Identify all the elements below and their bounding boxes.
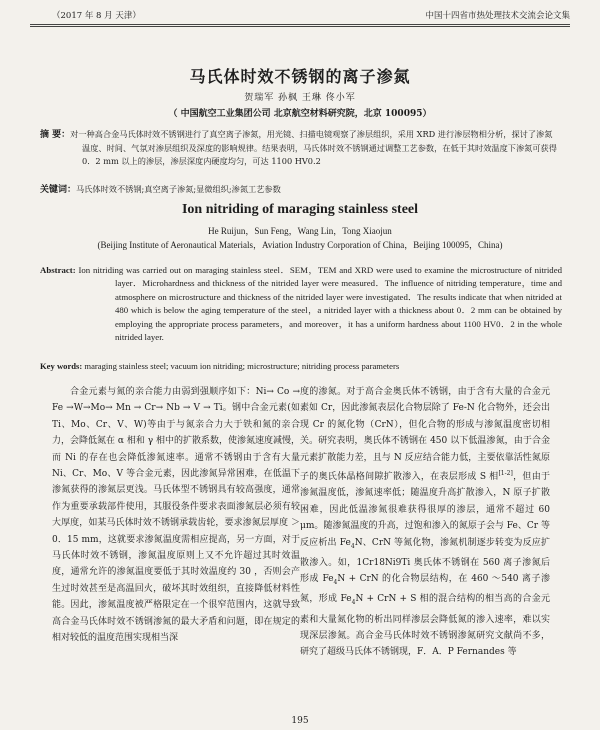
subscript: 4 <box>351 599 356 607</box>
body-column-right <box>300 384 550 661</box>
body-text: N + CrN + S 相的混合结构的相当高的合金元素和大量氮化物的析出同样渗层会降低氮的渗入速率，难以实现深层渗氮。高合金马氏体时效不锈钢渗氮研究文献尚不多，研究了超级马氏体不锈钢现，F．A．P Fernandes 等 <box>300 594 550 658</box>
keywords-zh-label: 关键词： <box>40 185 77 195</box>
subscript: 4 <box>333 579 338 587</box>
subscript: 4 <box>350 542 355 550</box>
abstract-zh <box>40 128 560 168</box>
body-text: N + CrN 的化合物层结构，在 460 ～540 离子渗氮，形成 Fe <box>300 574 550 605</box>
abstract-en-text: Ion nitriding was carried out on maraging stainless steel．SEM，TEM and XRD were used to examine the microstructure of nitrided layer．Microhardness and thickness of the nitrided layer were measured．The influence of nitriding temperature，time and atmosphere on microstructure and thickness of the nitrided layer were investigated．The results indicate that when nitrided at 480 which is below the aging temperature of the steel，a nitrided layer with a thickness about 0．2 mm can be obtained by employing the appropriate process parameters，and moreover，it has a uniform hardness about 1100 HV0．2 in the whole nitrided layer. <box>78 265 562 343</box>
body-paragraph <box>300 384 550 661</box>
running-header-left: （2017 年 8 月 天津） <box>52 11 141 21</box>
abstract-en <box>40 264 562 344</box>
citation: [1-2] <box>498 470 513 478</box>
header-rule-thin <box>30 26 570 27</box>
authors-zh: 贺瑞军 孙枫 王琳 佟小军 <box>244 93 356 103</box>
running-header-right: 中国十四省市热处理技术交流会论文集 <box>425 11 570 21</box>
keywords-en-text: maraging stainless steel; vacuum ion nitriding; microstructure; nitriding process parameters <box>84 361 400 371</box>
keywords-zh-text: 马氏体时效不锈钢;真空离子渗氮;显微组织;渗氮工艺参数 <box>76 184 281 194</box>
abstract-en-label: Abstract: <box>40 265 76 275</box>
body-paragraph: 合金元素与氮的亲合能力由弱到强顺序如下：Ni→ Co → Fe →W→Mo→ Mn → Cr→ Nb → V → Ti。钢中合金元素(如 Ti、Mo、Cr、V、W)等由于与氮亲合力大于铁和氮的亲合力，会降低氮在 α 相和 γ 相中的扩散系数，使渗氮速度减慢，而 Ni 的存在也会降低渗氮速率。通常不锈钢由于含有大量 Ni、Cr、Mo、V 等合金元素，因此渗氮异常困难，在低温下渗氮获得的渗氮层更浅。马氏体型不锈钢具有较高强度，通常作为重要承载部件使用，其服役条件要求表面渗氮层必须有较大厚度，如某马氏体时效不锈钢承载齿轮，要求渗氮层厚度 ＞ 0．15 mm，这就要求渗氮温度需相应提高，另一方面，对于马氏体时效不锈钢，渗氮温度原则上又不允许超过其时效温度，通常允许的渗氮温度要低于其时效温度约 30 ，否则会产生过时效甚至是高温回火，破坏其时效组织，直接降低材料性能。因此，渗氮温度被严格限定在一个很窄范围内，这就导致高合金马氏体时效不锈钢渗氮的最大矛盾和问题，即在规定的相对较低的温度范围实现相当深 <box>52 387 300 644</box>
body-text: N、CrN 等氮化物，渗氮机制逐步转变为反应扩散渗入。如，1Cr18Ni9Ti 奥氏体不锈钢在 560 离子渗氮后形成 Fe <box>300 537 550 585</box>
body-text: ，但由于渗氮温度低，渗氮速率低；随温度升高扩散渗入，N 原子扩散困难，因此低温渗氮很难获得很厚的渗层，通常不超过 60 μm。随渗氮温度的升高，过饱和渗入的氮原子会与 Fe、Cr 等反应析出 Fe <box>300 472 550 548</box>
keywords-en-label: Key words: <box>40 361 83 371</box>
page-number: 195 <box>291 716 309 726</box>
body-text: 度的渗氮。对于高合金奥氏体不锈钢，由于含有大量的合金元素如 Cr，因此渗氮表层化合物层除了 Fe-N 化合物外，还会出现 Cr 的氮化物（CrN），但化合物的形成与渗氮温度密切相关。研究表明，奥氏体不锈钢在 450 以下低温渗氮，由于合金元素扩散能力差，且与 N 反应结合能力低，主要依靠活性氮原子的奥氏体晶格间隙扩散渗入，在表层形成 S 相 <box>300 387 550 483</box>
keywords-zh <box>40 182 560 195</box>
body-column-left <box>52 384 300 647</box>
keywords-en <box>40 361 562 371</box>
abstract-zh-label: 摘 要： <box>40 130 71 140</box>
title-en: Ion nitriding of maraging stainless steel <box>181 202 419 217</box>
affiliation-en: (Beijing Institute of Aeronautical Materials，Aviation Industry Corporation of China，Beijing 100095，China) <box>97 240 503 250</box>
title-zh: 马氏体时效不锈钢的离子渗氮 <box>189 67 411 86</box>
affiliation-zh: （ 中国航空工业集团公司 北京航空材料研究院，北京 100095） <box>168 109 432 119</box>
abstract-zh-text: 对一种高合金马氏体时效不锈钢进行了真空离子渗氮，用光镜、扫描电镜观察了渗层组织，采用 XRD 进行渗层物相分析，探讨了渗氮温度、时间、气氛对渗层组织及深度的影响规律。结果表明，马氏体时效不锈钢通过调整工艺参数，在低于其时效温度下渗氮可获得 0．2 mm 以上的渗层，渗层深度内硬度均匀，可达 1100 HV0.2 <box>70 129 557 166</box>
authors-en: He Ruijun，Sun Feng，Wang Lin，Tong Xiaojun <box>208 226 392 236</box>
header-rule <box>30 24 570 25</box>
